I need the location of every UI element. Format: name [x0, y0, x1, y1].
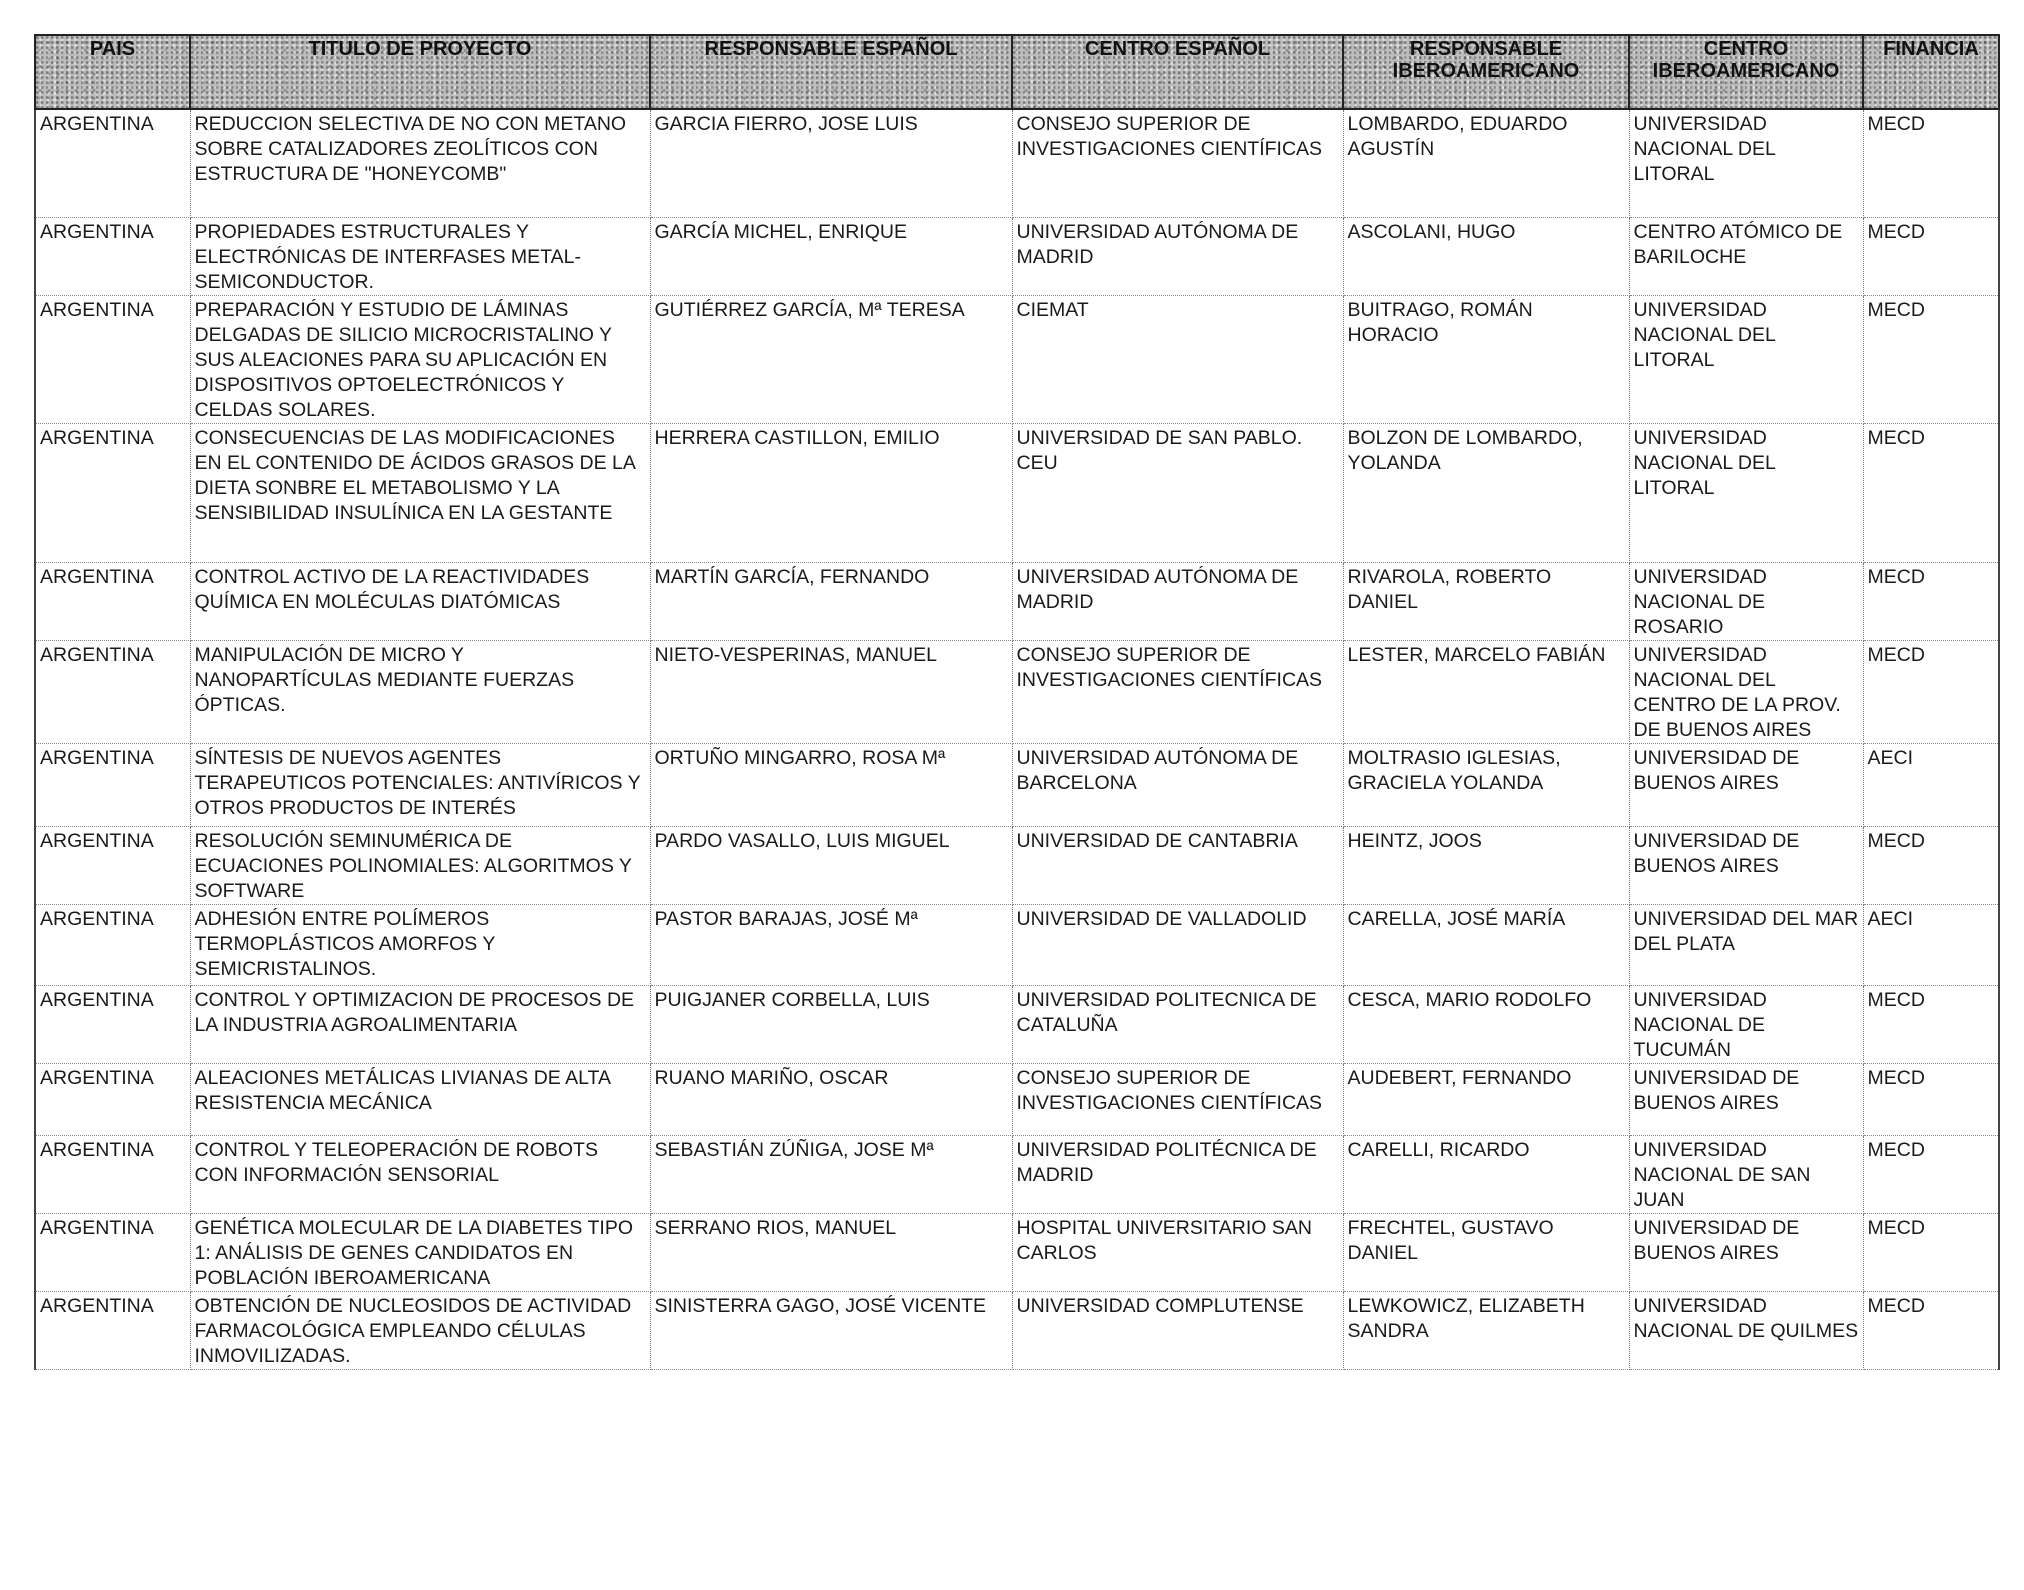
- cell-pais: ARGENTINA: [35, 826, 190, 904]
- cell-responsable-espanol: MARTÍN GARCÍA, FERNANDO: [650, 562, 1012, 640]
- table-row: [35, 904, 1999, 985]
- cell-centro-iberoamericano: UNIVERSIDAD DE BUENOS AIRES: [1629, 1213, 1863, 1291]
- cell-titulo: REDUCCION SELECTIVA DE NO CON METANO SOBRE CATALIZADORES ZEOLÍTICOS CON ESTRUCTURA DE "HONEYCOMB": [190, 109, 650, 217]
- cell-titulo: ADHESIÓN ENTRE POLÍMEROS TERMOPLÁSTICOS AMORFOS Y SEMICRISTALINOS.: [190, 904, 650, 985]
- cell-responsable-iberoamericano: BUITRAGO, ROMÁN HORACIO: [1343, 295, 1629, 423]
- cell-responsable-iberoamericano: CESCA, MARIO RODOLFO: [1343, 985, 1629, 1063]
- projects-document: [34, 34, 1998, 1370]
- table-row: [35, 562, 1999, 640]
- cell-financia: MECD: [1863, 640, 1999, 743]
- table-row: [35, 1213, 1999, 1291]
- cell-pais: ARGENTINA: [35, 743, 190, 826]
- cell-responsable-iberoamericano: MOLTRASIO IGLESIAS, GRACIELA YOLANDA: [1343, 743, 1629, 826]
- cell-centro-espanol: CIEMAT: [1012, 295, 1343, 423]
- cell-centro-espanol: UNIVERSIDAD DE SAN PABLO. CEU: [1012, 423, 1343, 562]
- cell-pais: ARGENTINA: [35, 1213, 190, 1291]
- cell-responsable-iberoamericano: LESTER, MARCELO FABIÁN: [1343, 640, 1629, 743]
- cell-pais: ARGENTINA: [35, 1135, 190, 1213]
- cell-responsable-iberoamericano: FRECHTEL, GUSTAVO DANIEL: [1343, 1213, 1629, 1291]
- cell-responsable-espanol: PUIGJANER CORBELLA, LUIS: [650, 985, 1012, 1063]
- cell-centro-iberoamericano: UNIVERSIDAD NACIONAL DEL LITORAL: [1629, 109, 1863, 217]
- cell-financia: MECD: [1863, 985, 1999, 1063]
- cell-titulo: GENÉTICA MOLECULAR DE LA DIABETES TIPO 1: ANÁLISIS DE GENES CANDIDATOS EN POBLACIÓN IBEROAMERICANA: [190, 1213, 650, 1291]
- cell-financia: MECD: [1863, 1135, 1999, 1213]
- header-centro-espanol: CENTRO ESPAÑOL: [1012, 35, 1343, 109]
- cell-financia: MECD: [1863, 826, 1999, 904]
- cell-financia: AECI: [1863, 904, 1999, 985]
- cell-financia: MECD: [1863, 1291, 1999, 1369]
- cell-responsable-espanol: GARCIA FIERRO, JOSE LUIS: [650, 109, 1012, 217]
- header-pais: PAIS: [35, 35, 190, 109]
- cell-centro-iberoamericano: UNIVERSIDAD NACIONAL DE SAN JUAN: [1629, 1135, 1863, 1213]
- cell-titulo: OBTENCIÓN DE NUCLEOSIDOS DE ACTIVIDAD FARMACOLÓGICA EMPLEANDO CÉLULAS INMOVILIZADAS.: [190, 1291, 650, 1369]
- cell-centro-iberoamericano: UNIVERSIDAD DE BUENOS AIRES: [1629, 1063, 1863, 1135]
- cell-financia: MECD: [1863, 295, 1999, 423]
- cell-responsable-iberoamericano: BOLZON DE LOMBARDO, YOLANDA: [1343, 423, 1629, 562]
- header-centro-iberoamericano: CENTRO IBEROAMERICANO: [1629, 35, 1863, 109]
- cell-titulo: CONTROL ACTIVO DE LA REACTIVIDADES QUÍMICA EN MOLÉCULAS DIATÓMICAS: [190, 562, 650, 640]
- cell-centro-iberoamericano: UNIVERSIDAD NACIONAL DE QUILMES: [1629, 1291, 1863, 1369]
- cell-pais: ARGENTINA: [35, 109, 190, 217]
- cell-responsable-espanol: GUTIÉRREZ GARCÍA, Mª TERESA: [650, 295, 1012, 423]
- cell-titulo: PROPIEDADES ESTRUCTURALES Y ELECTRÓNICAS DE INTERFASES METAL-SEMICONDUCTOR.: [190, 217, 650, 295]
- cell-titulo: CONSECUENCIAS DE LAS MODIFICACIONES EN EL CONTENIDO DE ÁCIDOS GRASOS DE LA DIETA SONBRE EL METABOLISMO Y LA SENSIBILIDAD INSULÍNICA EN LA GESTANTE: [190, 423, 650, 562]
- projects-table: [34, 34, 2000, 1370]
- cell-responsable-iberoamericano: CARELLI, RICARDO: [1343, 1135, 1629, 1213]
- cell-pais: ARGENTINA: [35, 1063, 190, 1135]
- cell-financia: MECD: [1863, 109, 1999, 217]
- cell-centro-iberoamericano: UNIVERSIDAD NACIONAL DEL CENTRO DE LA PROV. DE BUENOS AIRES: [1629, 640, 1863, 743]
- cell-financia: MECD: [1863, 1213, 1999, 1291]
- cell-centro-espanol: UNIVERSIDAD AUTÓNOMA DE MADRID: [1012, 562, 1343, 640]
- cell-responsable-iberoamericano: LEWKOWICZ, ELIZABETH SANDRA: [1343, 1291, 1629, 1369]
- cell-titulo: PREPARACIÓN Y ESTUDIO DE LÁMINAS DELGADAS DE SILICIO MICROCRISTALINO Y SUS ALEACIONES PARA SU APLICACIÓN EN DISPOSITIVOS OPTOELECTRÓNICOS Y CELDAS SOLARES.: [190, 295, 650, 423]
- cell-titulo: RESOLUCIÓN SEMINUMÉRICA DE ECUACIONES POLINOMIALES: ALGORITMOS Y SOFTWARE: [190, 826, 650, 904]
- cell-pais: ARGENTINA: [35, 640, 190, 743]
- header-responsable-iberoamericano: RESPONSABLE IBEROAMERICANO: [1343, 35, 1629, 109]
- cell-centro-iberoamericano: UNIVERSIDAD NACIONAL DEL LITORAL: [1629, 295, 1863, 423]
- cell-responsable-espanol: SERRANO RIOS, MANUEL: [650, 1213, 1012, 1291]
- table-body: [35, 109, 1999, 1369]
- cell-titulo: CONTROL Y TELEOPERACIÓN DE ROBOTS CON INFORMACIÓN SENSORIAL: [190, 1135, 650, 1213]
- cell-responsable-espanol: SEBASTIÁN ZÚÑIGA, JOSE Mª: [650, 1135, 1012, 1213]
- cell-pais: ARGENTINA: [35, 1291, 190, 1369]
- cell-financia: MECD: [1863, 562, 1999, 640]
- cell-centro-espanol: UNIVERSIDAD AUTÓNOMA DE BARCELONA: [1012, 743, 1343, 826]
- cell-titulo: SÍNTESIS DE NUEVOS AGENTES TERAPEUTICOS POTENCIALES: ANTIVÍRICOS Y OTROS PRODUCTOS DE INTERÉS: [190, 743, 650, 826]
- cell-centro-espanol: UNIVERSIDAD POLITÉCNICA DE MADRID: [1012, 1135, 1343, 1213]
- cell-centro-espanol: UNIVERSIDAD DE CANTABRIA: [1012, 826, 1343, 904]
- cell-centro-iberoamericano: UNIVERSIDAD NACIONAL DE TUCUMÁN: [1629, 985, 1863, 1063]
- cell-centro-iberoamericano: UNIVERSIDAD NACIONAL DEL LITORAL: [1629, 423, 1863, 562]
- cell-responsable-espanol: SINISTERRA GAGO, JOSÉ VICENTE: [650, 1291, 1012, 1369]
- cell-pais: ARGENTINA: [35, 985, 190, 1063]
- table-row: [35, 109, 1999, 217]
- cell-pais: ARGENTINA: [35, 217, 190, 295]
- table-row: [35, 295, 1999, 423]
- cell-financia: AECI: [1863, 743, 1999, 826]
- cell-responsable-espanol: GARCÍA MICHEL, ENRIQUE: [650, 217, 1012, 295]
- cell-financia: MECD: [1863, 423, 1999, 562]
- cell-centro-iberoamericano: CENTRO ATÓMICO DE BARILOCHE: [1629, 217, 1863, 295]
- cell-responsable-iberoamericano: RIVAROLA, ROBERTO DANIEL: [1343, 562, 1629, 640]
- cell-responsable-espanol: PARDO VASALLO, LUIS MIGUEL: [650, 826, 1012, 904]
- header-responsable-espanol: RESPONSABLE ESPAÑOL: [650, 35, 1012, 109]
- cell-titulo: ALEACIONES METÁLICAS LIVIANAS DE ALTA RESISTENCIA MECÁNICA: [190, 1063, 650, 1135]
- cell-responsable-espanol: PASTOR BARAJAS, JOSÉ Mª: [650, 904, 1012, 985]
- cell-pais: ARGENTINA: [35, 562, 190, 640]
- cell-centro-espanol: UNIVERSIDAD AUTÓNOMA DE MADRID: [1012, 217, 1343, 295]
- table-row: [35, 423, 1999, 562]
- cell-centro-espanol: CONSEJO SUPERIOR DE INVESTIGACIONES CIENTÍFICAS: [1012, 640, 1343, 743]
- header-financia: FINANCIA: [1863, 35, 1999, 109]
- cell-responsable-espanol: HERRERA CASTILLON, EMILIO: [650, 423, 1012, 562]
- table-row: [35, 1135, 1999, 1213]
- cell-responsable-espanol: RUANO MARIÑO, OSCAR: [650, 1063, 1012, 1135]
- cell-centro-espanol: UNIVERSIDAD COMPLUTENSE: [1012, 1291, 1343, 1369]
- cell-pais: ARGENTINA: [35, 295, 190, 423]
- cell-titulo: MANIPULACIÓN DE MICRO Y NANOPARTÍCULAS MEDIANTE FUERZAS ÓPTICAS.: [190, 640, 650, 743]
- table-row: [35, 1291, 1999, 1369]
- cell-centro-iberoamericano: UNIVERSIDAD DE BUENOS AIRES: [1629, 743, 1863, 826]
- cell-responsable-iberoamericano: LOMBARDO, EDUARDO AGUSTÍN: [1343, 109, 1629, 217]
- cell-responsable-espanol: NIETO-VESPERINAS, MANUEL: [650, 640, 1012, 743]
- cell-centro-espanol: UNIVERSIDAD DE VALLADOLID: [1012, 904, 1343, 985]
- cell-centro-espanol: CONSEJO SUPERIOR DE INVESTIGACIONES CIENTÍFICAS: [1012, 1063, 1343, 1135]
- cell-titulo: CONTROL Y OPTIMIZACION DE PROCESOS DE LA INDUSTRIA AGROALIMENTARIA: [190, 985, 650, 1063]
- cell-responsable-espanol: ORTUÑO MINGARRO, ROSA Mª: [650, 743, 1012, 826]
- cell-responsable-iberoamericano: ASCOLANI, HUGO: [1343, 217, 1629, 295]
- cell-centro-espanol: CONSEJO SUPERIOR DE INVESTIGACIONES CIENTÍFICAS: [1012, 109, 1343, 217]
- table-row: [35, 826, 1999, 904]
- cell-financia: MECD: [1863, 217, 1999, 295]
- table-row: [35, 743, 1999, 826]
- table-row: [35, 985, 1999, 1063]
- cell-centro-iberoamericano: UNIVERSIDAD DEL MAR DEL PLATA: [1629, 904, 1863, 985]
- header-titulo: TITULO DE PROYECTO: [190, 35, 650, 109]
- cell-centro-espanol: HOSPITAL UNIVERSITARIO SAN CARLOS: [1012, 1213, 1343, 1291]
- table-row: [35, 217, 1999, 295]
- cell-pais: ARGENTINA: [35, 423, 190, 562]
- table-row: [35, 640, 1999, 743]
- cell-centro-iberoamericano: UNIVERSIDAD NACIONAL DE ROSARIO: [1629, 562, 1863, 640]
- cell-pais: ARGENTINA: [35, 904, 190, 985]
- header-row: [35, 35, 1999, 109]
- cell-responsable-iberoamericano: HEINTZ, JOOS: [1343, 826, 1629, 904]
- cell-centro-iberoamericano: UNIVERSIDAD DE BUENOS AIRES: [1629, 826, 1863, 904]
- cell-centro-espanol: UNIVERSIDAD POLITECNICA DE CATALUÑA: [1012, 985, 1343, 1063]
- cell-financia: MECD: [1863, 1063, 1999, 1135]
- cell-responsable-iberoamericano: AUDEBERT, FERNANDO: [1343, 1063, 1629, 1135]
- cell-responsable-iberoamericano: CARELLA, JOSÉ MARÍA: [1343, 904, 1629, 985]
- table-header: [35, 35, 1999, 109]
- table-row: [35, 1063, 1999, 1135]
